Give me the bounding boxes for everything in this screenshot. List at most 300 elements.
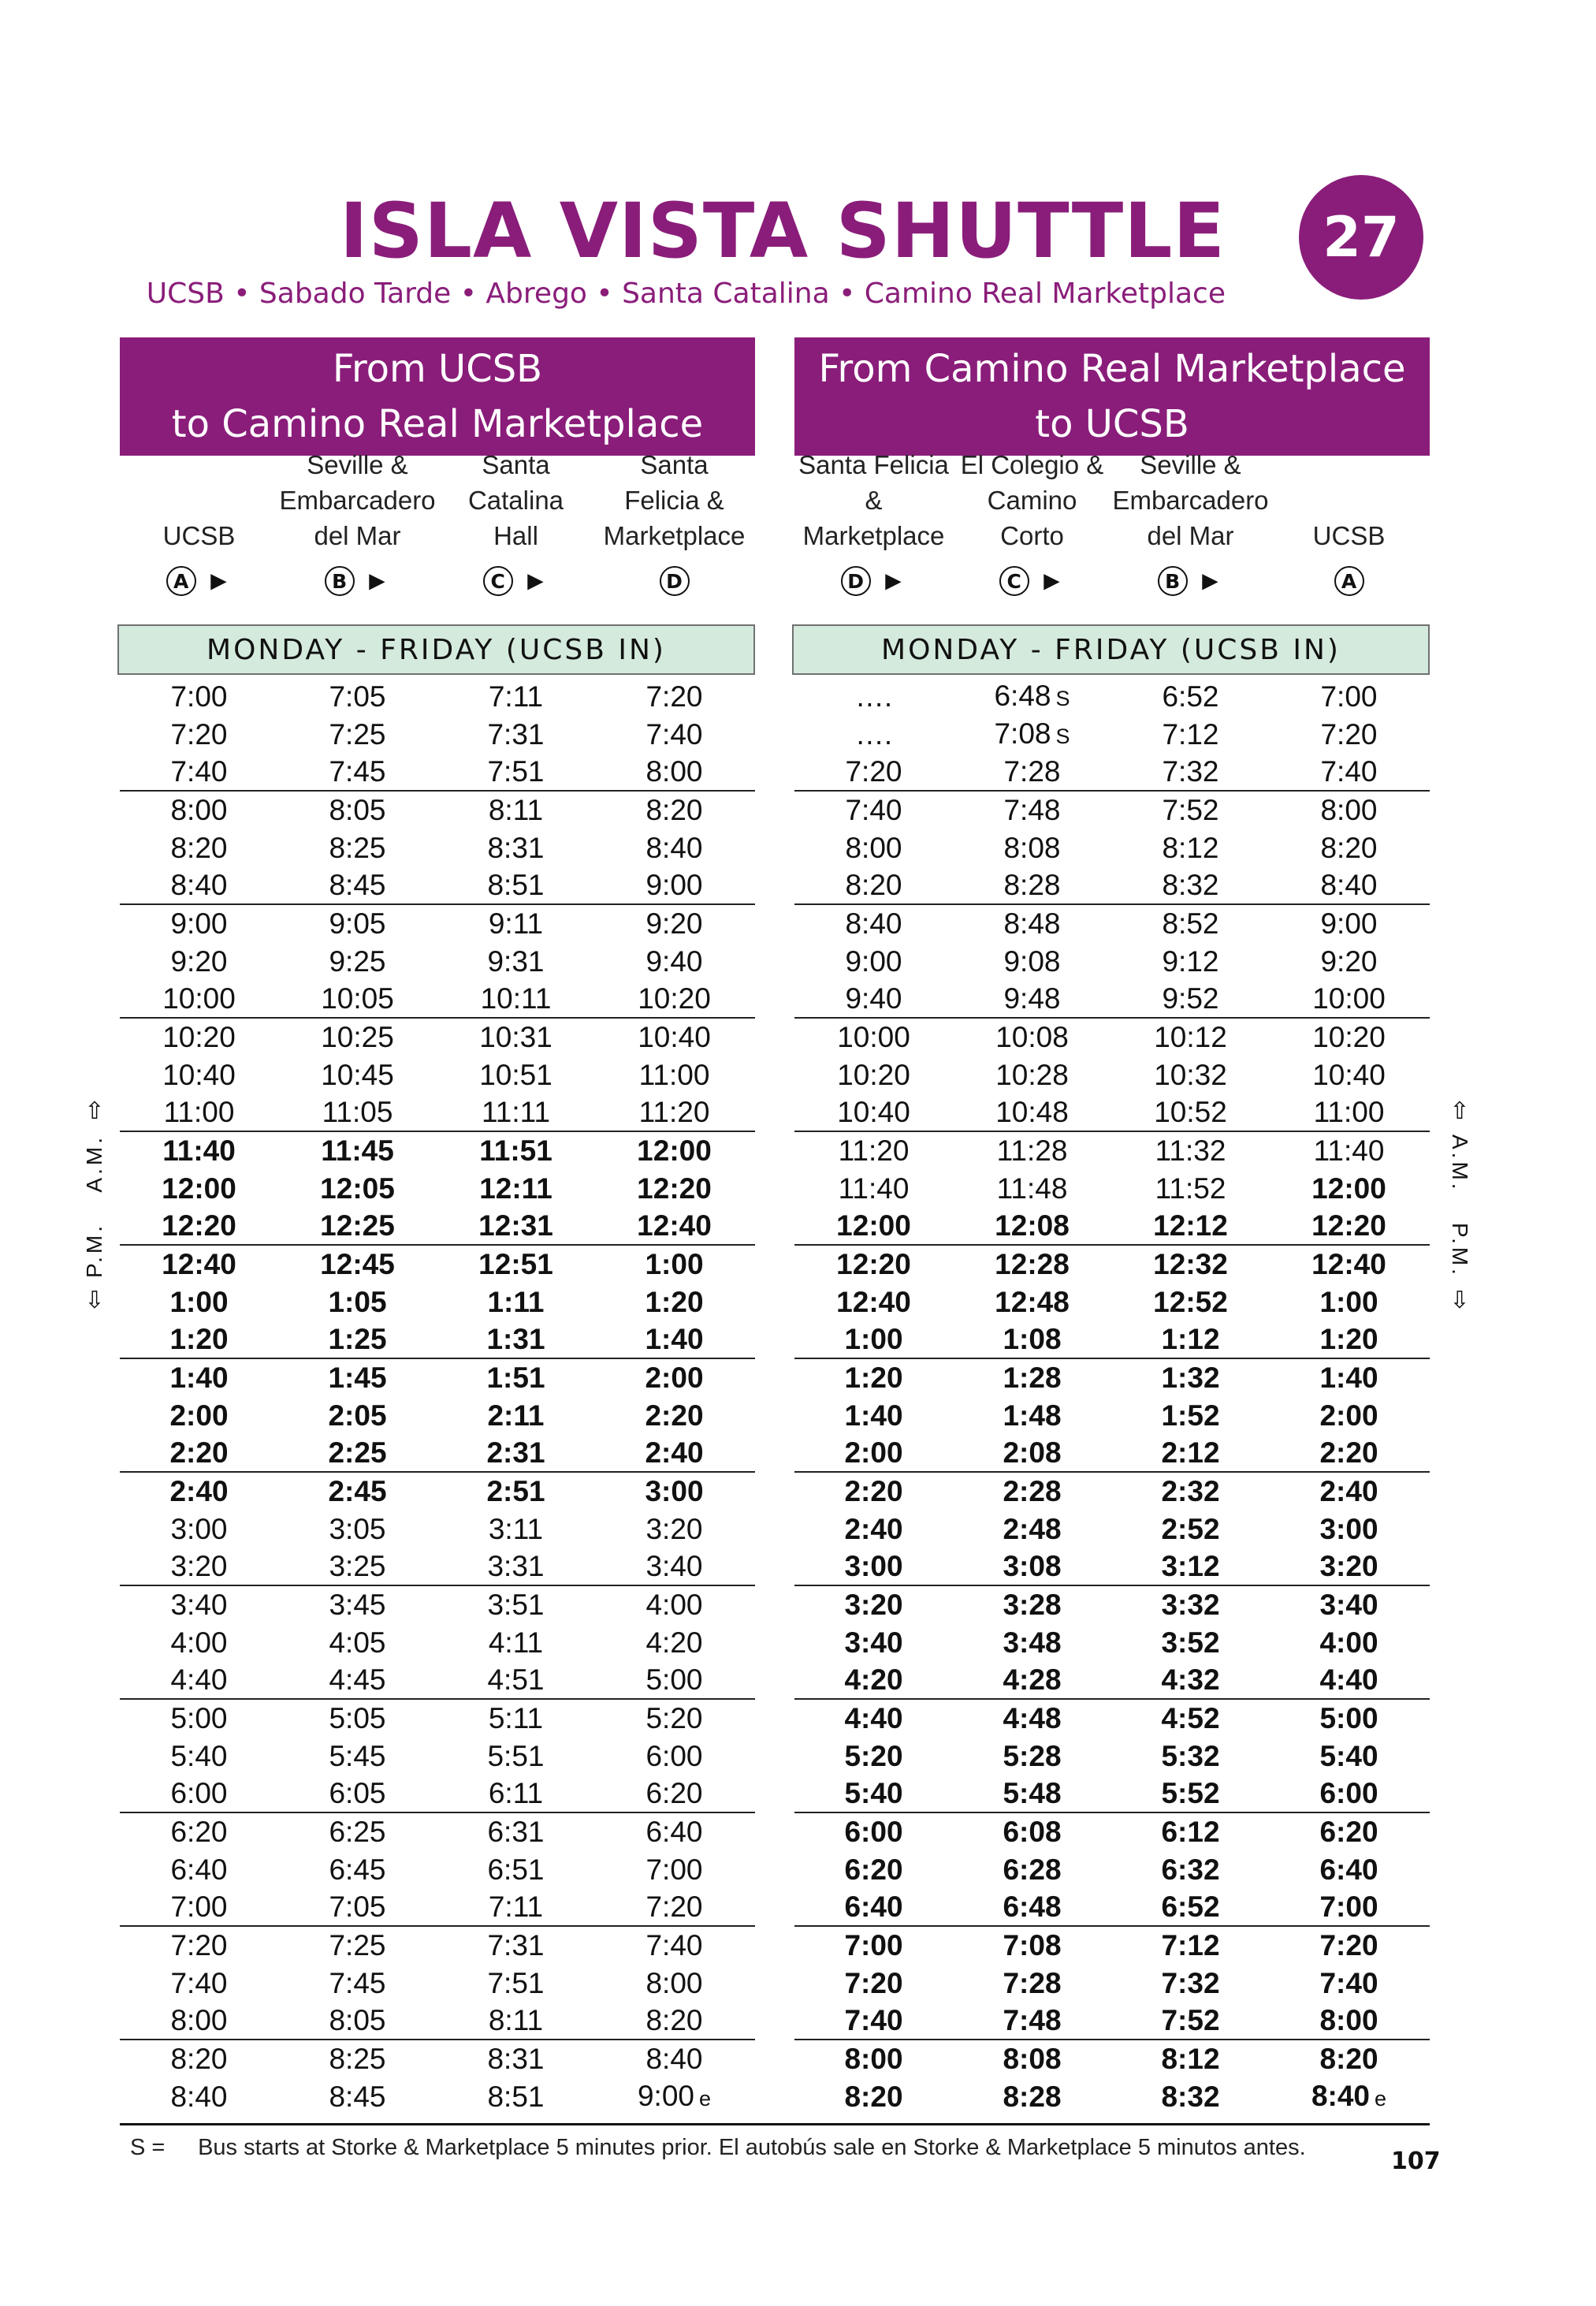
time-cell [278,2002,437,2040]
time-cell [437,2040,595,2078]
time-value: 7:12 [1162,718,1219,751]
time-value: 5:28 [1003,1740,1062,1772]
stop-name-line: UCSB [162,521,236,550]
direction-header [794,337,1430,456]
time-cell [595,1359,753,1397]
time-cell [794,1434,953,1472]
time-value: 5:45 [329,1740,386,1772]
table-row [794,1813,1430,1851]
time-value: 8:20 [1320,832,1378,864]
table-row [794,1170,1430,1208]
time-value: 2:45 [328,1475,387,1507]
time-cell [794,1624,953,1662]
table-row [794,754,1430,792]
triangle-right-icon: ► [205,566,233,596]
table-row [794,792,1430,829]
time-value: 5:00 [645,1663,703,1696]
time-cell [120,1359,278,1397]
time-cell [794,1056,953,1094]
time-value: 1:28 [1003,1362,1062,1394]
stop-name-line: Catalina [467,486,564,515]
time-cell [1270,1700,1428,1738]
time-cell [278,829,437,867]
time-value: 4:48 [1003,1702,1062,1734]
time-cell [278,1738,437,1775]
stop-name-cell [437,447,595,553]
time-value: 5:51 [487,1740,545,1772]
time-value: 10:05 [321,982,394,1015]
time-cell [437,1434,595,1472]
time-value: 6:00 [170,1777,228,1809]
time-cell [437,792,595,829]
time-value: 5:48 [1003,1777,1062,1809]
time-value: 7:52 [1161,2004,1220,2036]
time-cell [120,1511,278,1548]
time-cell [953,1965,1111,2002]
time-cell [953,943,1111,981]
time-cell [1111,678,1270,716]
time-cell [953,1586,1111,1624]
time-value: 9:20 [645,907,703,940]
time-value: 2:20 [645,1399,704,1432]
time-value: 8:40 [645,832,703,864]
table-row [794,1473,1430,1511]
time-value: 9:40 [845,982,902,1015]
time-value: 9:05 [329,907,386,940]
stop-name-line: Seville & [307,450,408,479]
footnote [130,2135,1306,2161]
time-cell [120,753,278,791]
time-cell [278,905,437,943]
time-value: 5:40 [1319,1740,1378,1772]
stop-name-cell [595,447,753,553]
time-value: 8:25 [329,2043,386,2075]
time-cell [278,1132,437,1170]
table-row [794,1775,1430,1813]
stop-name-line: Santa [482,450,550,479]
table-row [794,1662,1430,1700]
time-cell [1270,753,1428,791]
time-value: 11:11 [481,1096,551,1128]
time-value: 7:20 [1319,1929,1378,1961]
time-value: 9:11 [488,907,544,940]
time-value: 3:20 [844,1589,903,1621]
table-row [120,1586,755,1624]
time-cell [120,1548,278,1585]
time-cell [794,1775,953,1812]
table-row [794,1094,1430,1132]
time-value: 2:52 [1161,1513,1220,1545]
time-value: 8:20 [645,2004,703,2036]
time-cell [278,1548,437,1585]
time-cell [1111,1813,1270,1851]
time-cell [953,753,1111,791]
time-cell [120,1283,278,1321]
time-value: 11:00 [163,1096,235,1128]
time-cell [1111,1246,1270,1283]
table-row [120,943,755,981]
time-value: 2:28 [1003,1475,1062,1507]
up-arrow-icon: ⇧ [1449,1098,1470,1124]
time-value: 10:40 [162,1059,236,1091]
time-value: 5:05 [329,1702,386,1734]
stop-letter-circle-icon: A [166,566,196,596]
stop-name-line: Seville & [1140,450,1241,479]
table-row [120,1056,755,1094]
time-cell [120,1093,278,1131]
time-cell [794,943,953,981]
time-cell [953,1170,1111,1208]
table-row [120,1738,755,1775]
time-value: 10:20 [1312,1021,1386,1053]
time-cell [953,1888,1111,1926]
time-cell [1270,1548,1428,1585]
time-value: 12:32 [1153,1248,1228,1280]
stop-name-line: Santa Felicia [798,450,949,479]
time-cell [953,1511,1111,1548]
stop-marker [1111,566,1270,596]
table-row [794,1511,1430,1548]
time-value: 10:40 [1312,1059,1386,1091]
table-row [120,1170,755,1208]
time-value: 7:20 [1320,718,1378,751]
time-cell [120,2040,278,2078]
time-cell [1111,1321,1270,1358]
time-value: 9:52 [1162,982,1219,1015]
table-row [120,1397,755,1435]
time-value: 11:51 [479,1134,552,1167]
time-value: 11:40 [162,1134,236,1167]
time-value: 5:40 [844,1777,903,1809]
table-row [120,1624,755,1662]
time-cell [1111,753,1270,791]
time-cell [1111,1586,1270,1624]
time-value: 10:31 [479,1021,552,1053]
time-value: 7:40 [845,794,902,826]
time-cell [437,1359,595,1397]
time-value: 6:31 [487,1816,545,1848]
time-value: 6:05 [329,1777,386,1809]
time-cell [120,1851,278,1889]
time-value: 7:20 [170,718,228,751]
time-cell [595,2077,753,2118]
time-value: 12:28 [995,1248,1070,1280]
stop-marker [278,566,437,596]
time-cell [437,1851,595,1889]
time-value: 8:40 [170,2081,228,2113]
time-cell [437,1170,595,1208]
time-value: 4:28 [1003,1663,1062,1696]
time-value: 2:40 [169,1475,229,1507]
time-cell [120,980,278,1018]
time-value: 8:20 [1319,2043,1378,2075]
time-cell [1270,829,1428,867]
time-cell [953,1359,1111,1397]
time-cell [1270,866,1428,904]
pm-label: P.M. [82,1223,106,1278]
triangle-right-icon: ► [363,566,391,596]
time-value: 12:00 [1311,1172,1386,1205]
table-row [120,905,755,943]
time-value: 10:51 [479,1059,552,1091]
table-row [794,981,1430,1019]
table-row [794,1246,1430,1283]
time-value: 10:25 [321,1021,394,1053]
time-value: 12:00 [836,1209,911,1242]
time-value: 7:40 [170,1967,228,1999]
time-value: 10:20 [638,982,711,1015]
time-cell [120,829,278,867]
time-value: 2:05 [328,1399,387,1432]
table-row [120,1246,755,1283]
time-value: 1:20 [844,1362,903,1394]
time-value: 11:28 [996,1134,1068,1167]
time-cell [794,2078,953,2116]
time-value: 1:00 [844,1323,903,1355]
time-value: 10:45 [321,1059,394,1091]
time-value: 1:20 [169,1323,229,1355]
time-value: 4:00 [1319,1626,1378,1659]
table-row [120,1359,755,1397]
stop-letter-circle-icon: D [841,566,871,596]
time-cell [278,1965,437,2002]
time-value: 5:52 [1161,1777,1220,1809]
time-cell [794,1511,953,1548]
time-value: 7:05 [329,680,386,713]
time-value: 5:00 [170,1702,228,1734]
footer-divider [120,2123,1430,2125]
time-cell [1111,792,1270,829]
triangle-right-icon: ► [1196,566,1224,596]
timetable [794,678,1430,2116]
time-cell [437,943,595,981]
time-value: 8:25 [329,832,386,864]
time-cell [794,1019,953,1056]
time-value: 6:48 [1003,1891,1062,1923]
time-value: 3:51 [487,1589,545,1621]
time-value: 1:00 [645,1248,704,1280]
time-cell [120,1586,278,1624]
time-cell [1270,1965,1428,2002]
time-cell [953,1283,1111,1321]
time-cell [437,1511,595,1548]
time-value: 8:05 [329,794,386,826]
table-row [120,2040,755,2078]
time-value: 9:00 [637,2079,694,2112]
time-cell [794,1207,953,1245]
time-cell [120,1056,278,1094]
time-cell [278,1888,437,1926]
table-row [120,1283,755,1321]
direction-title-line1: From UCSB [332,347,543,391]
am-label: A.M. [1448,1134,1472,1193]
time-value: 4:51 [487,1663,545,1696]
time-value: 8:28 [1003,2081,1062,2113]
time-value: 8:51 [487,869,545,901]
time-cell [1111,943,1270,981]
time-value: 3:52 [1161,1626,1220,1659]
table-row [120,754,755,792]
table-row [120,829,755,867]
time-cell [278,866,437,904]
time-cell [437,1738,595,1775]
time-value: 3:11 [488,1513,544,1545]
time-value: 12:25 [320,1209,395,1242]
time-cell [120,1738,278,1775]
time-value: 8:40 [1320,869,1378,901]
time-value: 10:11 [480,982,552,1015]
time-value: 9:00 [645,869,703,901]
time-value: 7:28 [1003,1967,1062,1999]
time-cell [794,2002,953,2040]
time-cell [437,1624,595,1662]
time-value: 10:12 [1154,1021,1227,1053]
time-value: 7:52 [1162,794,1219,826]
time-cell [120,866,278,904]
stop-name-cell [1270,518,1428,553]
time-cell [1270,980,1428,1018]
time-value: 8:00 [170,794,228,826]
time-cell [278,2040,437,2078]
time-value: 7:00 [844,1929,903,1961]
time-value: 6:52 [1161,1891,1220,1923]
stop-letter-circle-icon: D [660,566,690,596]
time-value: 11:00 [1313,1096,1385,1128]
table-row [794,1965,1430,2002]
time-value: 11:05 [322,1096,393,1128]
time-cell [595,678,753,716]
time-cell [1270,1321,1428,1358]
time-cell [595,1548,753,1585]
table-row [794,867,1430,905]
time-cell [953,1813,1111,1851]
time-cell [1270,1434,1428,1472]
time-cell [278,1397,437,1435]
table-row [794,1435,1430,1473]
time-cell [953,677,1111,717]
time-value: 8:00 [170,2004,228,2036]
time-value: 7:25 [329,1929,386,1961]
time-cell [437,829,595,867]
time-value: 10:40 [638,1021,711,1053]
time-cell [953,1851,1111,1889]
time-cell [953,1019,1111,1056]
table-row [794,1019,1430,1056]
am-pm-indicator-left [79,1100,110,1313]
table-row [794,1132,1430,1170]
footnote-marker: S [1055,724,1070,748]
time-cell [1111,1207,1270,1245]
table-row [794,1056,1430,1094]
time-cell [595,1851,753,1889]
stop-name-line: Embarcadero [1112,486,1269,515]
time-cell [278,1511,437,1548]
time-cell [278,1170,437,1208]
time-cell [1270,1624,1428,1662]
table-row [794,1700,1430,1738]
time-value: 8:11 [488,2004,544,2036]
table-row [120,1511,755,1548]
time-value: 2:40 [1319,1475,1378,1507]
time-cell [1270,2002,1428,2040]
time-value: 7:11 [488,1891,544,1923]
time-value: 7:20 [170,1929,228,1961]
time-cell [120,1434,278,1472]
time-cell [953,829,1111,867]
time-value: 12:31 [478,1209,553,1242]
stop-markers-row [120,553,755,609]
time-cell [953,1661,1111,1699]
time-value: 12:40 [162,1248,236,1280]
table-row [794,1548,1430,1586]
time-value: 10:28 [995,1059,1069,1091]
time-cell [120,716,278,754]
table-row [794,1208,1430,1246]
time-cell [278,753,437,791]
time-cell [794,905,953,943]
time-value: 7:12 [1161,1929,1220,1961]
table-row [120,1889,755,1927]
time-cell [1111,1775,1270,1812]
time-cell [794,1246,953,1283]
time-value: 3:32 [1161,1589,1220,1621]
time-cell [794,1093,953,1131]
time-cell [595,943,753,981]
time-value: 2:20 [844,1475,903,1507]
stop-names-row [120,450,755,553]
time-value: 6:40 [844,1891,903,1923]
time-cell [953,1093,1111,1131]
triangle-right-icon: ► [1038,566,1066,596]
time-value: 1:00 [169,1286,229,1318]
time-cell [1111,1170,1270,1208]
time-value: 12:48 [995,1286,1070,1318]
time-value: 7:48 [1003,2004,1062,2036]
time-cell [278,1624,437,1662]
time-cell [120,1246,278,1283]
time-value: 6:20 [645,1777,703,1809]
table-row [794,1283,1430,1321]
time-cell [1270,2040,1428,2078]
time-cell [437,1700,595,1738]
time-cell [1111,1888,1270,1926]
time-cell [278,1246,437,1283]
direction-title-line2: to Camino Real Marketplace [171,402,704,446]
time-cell [1270,2077,1428,2118]
time-value: 12:51 [478,1248,553,1280]
time-cell [1111,2078,1270,2116]
time-value: 8:20 [645,794,703,826]
stop-name-line: Santa [640,450,709,479]
time-value: 8:00 [645,1967,703,1999]
stop-letter-circle-icon: C [483,566,513,596]
time-value: 5:11 [488,1702,544,1734]
time-value: 12:05 [320,1172,395,1205]
time-value: 6:25 [329,1816,386,1848]
time-cell [1270,1019,1428,1056]
time-value: 1:12 [1161,1323,1220,1355]
time-value: 11:52 [1155,1172,1226,1205]
am-pm-indicator-right [1444,1100,1475,1313]
time-cell [437,1132,595,1170]
time-value: 11:32 [1155,1134,1226,1167]
time-value: 6:51 [487,1853,545,1886]
table-row [120,1927,755,1965]
stop-name-cell [794,447,953,553]
time-cell [437,1093,595,1131]
time-cell [794,1965,953,2002]
time-value: 3:45 [329,1589,386,1621]
